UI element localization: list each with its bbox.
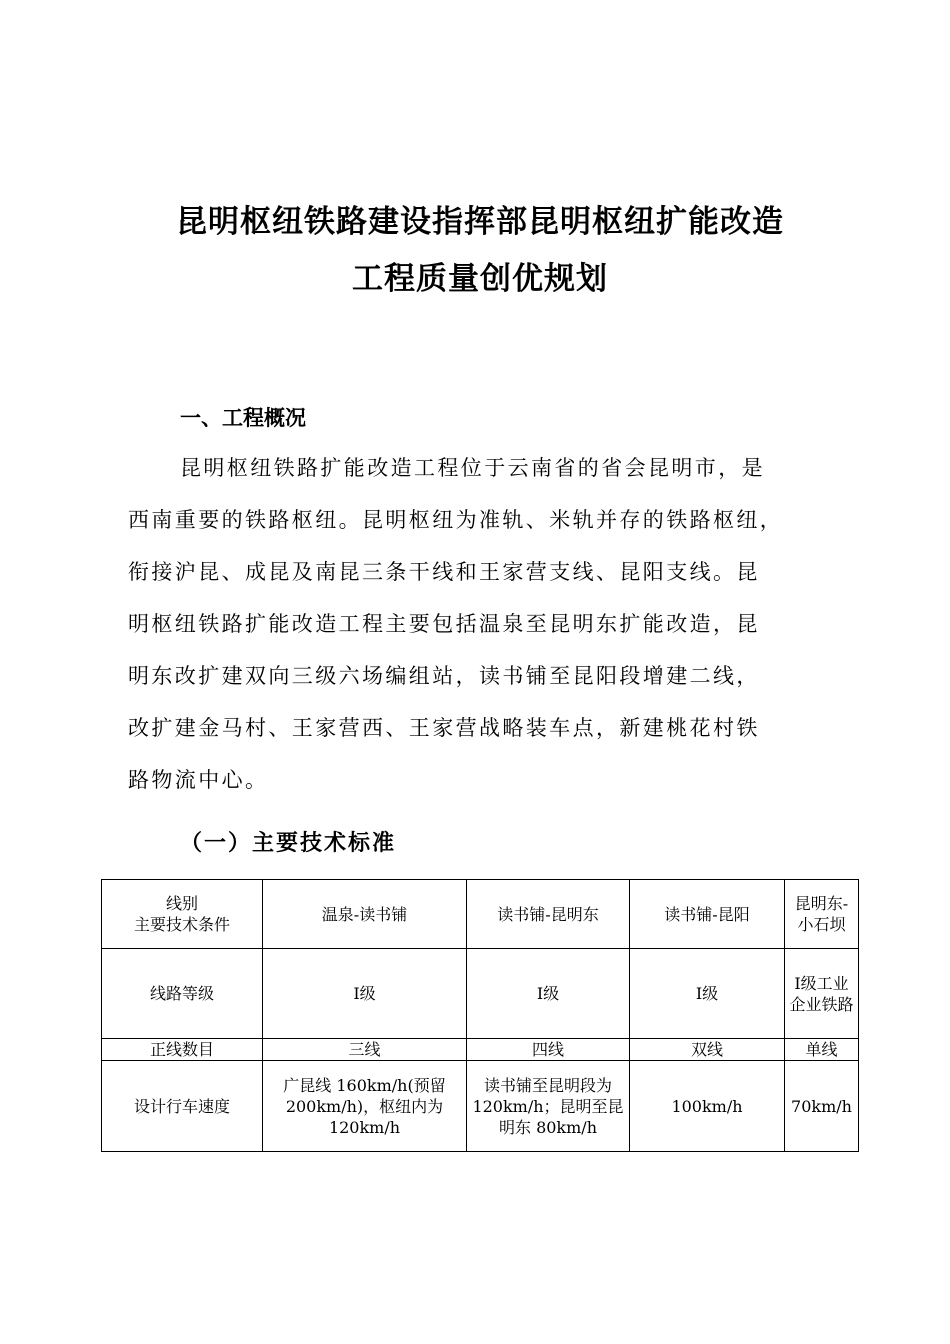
table-header-cell: 读书铺-昆明东 [467,880,630,949]
table-cell: Ⅰ级 [467,949,630,1039]
table-row [102,1039,859,1061]
table-cell: Ⅰ级 [630,949,785,1039]
paragraph-line: 路物流中心。 [128,768,269,792]
paragraph-line: 昆明枢纽铁路扩能改造工程位于云南省的省会昆明市，是 [180,456,765,480]
table-row [102,1061,859,1152]
paragraph-line: 西南重要的铁路枢纽。昆明枢纽为准轨、米轨并存的铁路枢纽， [128,508,784,532]
table-row [102,949,859,1039]
section-heading-overview: 一、工程概况 [180,406,306,430]
table-cell: 读书铺至昆明段为 120km/h；昆明至昆明东 80km/h [467,1061,630,1152]
paragraph-line: 改扩建金马村、王家营西、王家营战略装车点，新建桃花村铁 [128,716,760,740]
document-title-line1: 昆明枢纽铁路建设指挥部昆明枢纽扩能改造 [176,204,784,240]
table-cell: 100km/h [630,1061,785,1152]
table-cell: 70km/h [785,1061,859,1152]
table-row-label: 设计行车速度 [102,1061,263,1152]
table-cell: Ⅰ级 [263,949,467,1039]
table-cell: 单线 [785,1039,859,1061]
document-title-line2: 工程质量创优规划 [352,261,608,297]
table-row-label: 正线数目 [102,1039,263,1061]
table-header-cell: 读书铺-昆阳 [630,880,785,949]
tech-standards-table [101,879,859,1152]
paragraph-line: 明枢纽铁路扩能改造工程主要包括温泉至昆明东扩能改造，昆 [128,612,760,636]
table-cell: 广昆线 160km/h(预留 200km/h)，枢纽内为 120km/h [263,1061,467,1152]
corner-label-line: 线别 [165,894,198,913]
corner-label-line: 主要技术条件 [133,915,230,934]
paragraph-line: 明东改扩建双向三级六场编组站，读书铺至昆阳段增建二线， [128,664,760,688]
subsection-heading-tech-standards: （一）主要技术标准 [180,830,397,856]
table-cell: 双线 [630,1039,785,1061]
table-header-cell: 昆明东-小石坝 [785,880,859,949]
table-row-label: 线路等级 [102,949,263,1039]
table-header-row [102,880,859,949]
table-header-cell: 温泉-读书铺 [263,880,467,949]
paragraph-line: 衔接沪昆、成昆及南昆三条干线和王家营支线、昆阳支线。昆 [128,560,760,584]
table-corner-cell [102,880,263,949]
table-cell: 四线 [467,1039,630,1061]
table-cell: 三线 [263,1039,467,1061]
overview-paragraph [128,448,828,812]
table-cell: Ⅰ级工业企业铁路 [785,949,859,1039]
